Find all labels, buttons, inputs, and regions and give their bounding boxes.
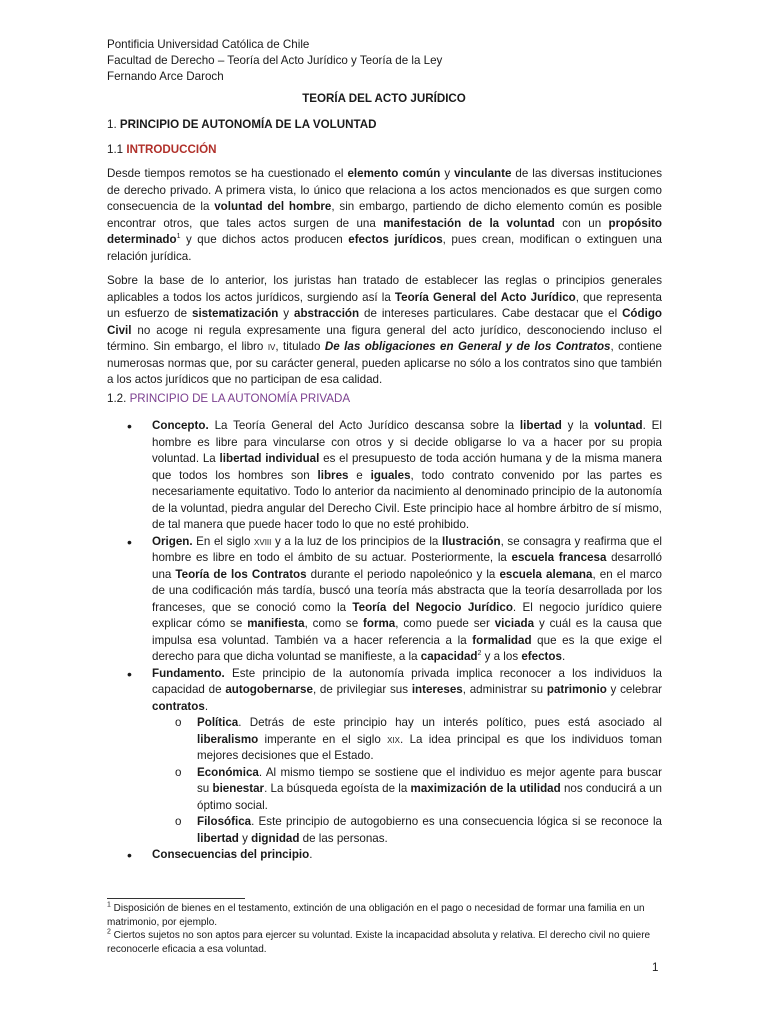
- bold-term: forma: [363, 617, 396, 630]
- text: y celebrar: [606, 683, 663, 696]
- text: , de privilegiar sus: [312, 683, 412, 696]
- sub-item-economica: [107, 765, 662, 815]
- bullet-icon: •: [127, 418, 132, 434]
- text: y a la luz de los principios de la: [271, 534, 442, 548]
- text: de las diversas instituciones de derecho privado. A primera vista, lo único que relaciona a los actos mencionados es que surgen como consecuencia de la: [107, 167, 662, 213]
- text: con un: [554, 216, 609, 230]
- bold-term: capacidad: [420, 650, 478, 663]
- document-title: TEORÍA DEL ACTO JURÍDICO: [302, 92, 466, 105]
- section-1-label: PRINCIPIO DE AUTONOMÍA DE LA VOLUNTAD: [119, 118, 377, 131]
- bold-term: liberalismo: [197, 732, 259, 746]
- header-university: Pontificia Universidad Católica de Chile: [107, 38, 310, 51]
- text: , todo contrato convenido por las partes es necesariamente equitativo. Todo lo anterior da nacimiento al denominado principio de la autonomía de la voluntad, piedra angular del Derecho Civil. Este principio hace al hombre árbitro de sí mismo, de tal manera que puede hacer todo lo que no esté prohibido.: [152, 468, 662, 531]
- section-1-2-label: PRINCIPIO DE LA AUTONOMÍA PRIVADA: [129, 392, 351, 405]
- text: , como puede ser: [395, 617, 495, 630]
- footnote-text: Ciertos sujetos no son aptos para ejercer su voluntad. Existe la incapacidad absoluta y relativa. El derecho civil no quiere reconocerle eficacia a esa voluntad.: [107, 930, 651, 955]
- item-label: Filosófica: [197, 815, 252, 828]
- text: y cuál es la causa que impulsa esa voluntad. También va a hacer referencia a la: [152, 617, 662, 647]
- roman-numeral: xix: [387, 732, 401, 746]
- bold-term: dignidad: [251, 831, 300, 845]
- footnote-number: 2: [107, 928, 111, 936]
- roman-numeral: iv: [267, 340, 276, 353]
- bold-term: libertad individual: [219, 452, 320, 465]
- text: , sin embargo, partiendo de dicho elemento común es posible encontrar otros, que tales actos surgen de una: [107, 200, 663, 230]
- footnote-divider: [107, 898, 245, 899]
- page-number: 1: [652, 961, 659, 974]
- section-1-1-heading: [107, 143, 217, 156]
- bold-term: Código Civil: [107, 307, 662, 337]
- bold-term: voluntad del hombre: [214, 200, 332, 213]
- sub-bullet-icon: o: [175, 815, 182, 828]
- text: . Al mismo tiempo se sostiene que el individuo es mejor agente para buscar su: [197, 765, 662, 795]
- bold-term: Teoría de los Contratos: [175, 567, 307, 581]
- footnote-text: Disposición de bienes en el testamento, extinción de una obligación en el pago o necesidad de formar una familia en un matrimonio, por ejemplo.: [107, 903, 645, 928]
- footnote-ref-1[interactable]: 1: [176, 233, 181, 241]
- section-1-1-label: INTRODUCCIÓN: [126, 143, 217, 156]
- text: imperante en el siglo: [258, 732, 388, 746]
- text: . El negocio jurídico quiere explicar cómo se: [152, 600, 662, 630]
- bold-term: propósito determinado: [107, 216, 662, 246]
- paragraph-introduction-2: [107, 273, 662, 389]
- bold-term: autogobernarse: [225, 683, 313, 696]
- text: . La búsqueda egoísta de la: [264, 782, 411, 795]
- list-item-fundamento: [107, 666, 662, 716]
- bold-term: escuela alemana: [499, 567, 593, 581]
- sub-item-politica: [107, 715, 662, 765]
- bold-term: maximización de la utilidad: [410, 782, 561, 795]
- text: .: [561, 650, 566, 663]
- text: desarrolló una: [152, 551, 662, 581]
- text: nos conducirá a un óptimo social.: [197, 782, 662, 812]
- text: La Teoría General del Acto Jurídico descansa sobre la: [208, 419, 520, 432]
- sub-bullet-icon: o: [175, 716, 182, 729]
- text: no acoge ni regula expresamente una figura general del acto jurídico, desconociendo incluso el término. Sin embargo, el libro: [107, 323, 662, 353]
- text: En el siglo: [192, 534, 255, 548]
- bold-term: viciada: [494, 617, 535, 630]
- document-header: [107, 37, 442, 85]
- bold-term: bienestar: [212, 782, 265, 795]
- section-1-2-number: 1.2.: [107, 392, 127, 405]
- text: , se consagra y reafirma que el hombre es libre en todo el ámbito de su actuar. Posteriormente, la: [152, 534, 662, 564]
- item-label: Económica: [197, 765, 259, 779]
- item-label: Consecuencias del principio: [152, 848, 310, 861]
- roman-numeral: xviii: [254, 534, 272, 548]
- text: y a los: [481, 650, 522, 663]
- item-label: Concepto.: [152, 419, 209, 432]
- text: es el presupuesto de toda acción humana y de la misma manera que todos los hombres son: [152, 452, 662, 482]
- bold-term: manifestación de la voluntad: [383, 216, 555, 230]
- bold-term: Teoría General del Acto Jurídico: [394, 290, 576, 304]
- text: , como se: [304, 617, 364, 630]
- book-title: De las obligaciones en General y de los Contratos: [324, 340, 611, 353]
- list-item-origen: [107, 534, 662, 666]
- footnote-ref-2[interactable]: 2: [477, 650, 482, 658]
- principle-list: [107, 418, 662, 864]
- bold-term: sistematización: [192, 307, 279, 320]
- bold-term: manifiesta: [247, 617, 305, 630]
- text: que es la que exige el derecho para que dicha voluntad se manifieste, a la: [152, 633, 662, 663]
- bullet-icon: •: [127, 665, 132, 682]
- item-label: Política: [197, 716, 239, 729]
- item-label: Origen.: [152, 534, 193, 548]
- text: y: [440, 167, 455, 180]
- text: Sobre la base de lo anterior, los juristas han tratado de establecer las reglas o principios generales aplicables a todos los actos jurídicos, surgiendo así la: [107, 274, 662, 304]
- bold-term: intereses: [411, 683, 463, 696]
- paragraph-introduction-1: [107, 166, 662, 265]
- section-1-1-number: 1.1: [107, 143, 124, 156]
- text: Desde tiempos remotos se ha cuestionado el: [107, 167, 348, 180]
- footnote-2: [107, 929, 662, 956]
- bold-term: contratos: [152, 699, 205, 713]
- section-1-number: 1.: [107, 118, 117, 131]
- bold-term: elemento común: [347, 167, 441, 180]
- section-1-heading: [107, 118, 376, 131]
- bold-term: abstracción: [294, 307, 360, 320]
- bold-term: escuela francesa: [511, 551, 607, 564]
- section-1-2-heading: [107, 392, 350, 405]
- footnote-number: 1: [107, 901, 111, 909]
- bold-term: iguales: [370, 468, 411, 482]
- bold-term: libertad: [197, 831, 239, 845]
- text: Este principio de la autonomía privada implica reconocer a los individuos la capacidad de: [152, 666, 662, 696]
- bullet-icon: •: [127, 847, 132, 863]
- text: . Detrás de este principio hay un interés político, pues está asociado al: [238, 716, 662, 729]
- text: e: [348, 468, 371, 482]
- footnote-1: [107, 902, 662, 929]
- bold-term: voluntad: [594, 419, 643, 432]
- text: , contiene numerosas normas que, por su carácter general, pueden aplicarse no sólo a los contratos sino que también a los actos jurídicos que no participan de esa calidad.: [107, 340, 662, 386]
- text: , pues crean, modifican o extinguen una relación jurídica.: [107, 233, 662, 263]
- list-item-concepto: [107, 418, 662, 534]
- bold-term: patrimonio: [546, 683, 607, 696]
- bold-term: efectos: [521, 650, 562, 663]
- text: de intereses particulares. Cabe destacar que el: [359, 307, 623, 320]
- header-course: Facultad de Derecho – Teoría del Acto Jurídico y Teoría de la Ley: [107, 54, 443, 67]
- bold-term: Teoría del Negocio Jurídico: [352, 600, 513, 614]
- text: y que dichos actos producen: [180, 233, 349, 246]
- text: durante el periodo napoleónico y la: [306, 567, 500, 581]
- bold-term: libertad: [519, 419, 562, 432]
- list-item-consecuencias: [107, 847, 662, 864]
- text: de las personas.: [299, 831, 388, 845]
- text: y: [238, 831, 252, 845]
- item-label: Fundamento.: [152, 666, 225, 680]
- text: . El hombre es libre para vincularse con otros y si decide obligarse lo va a hacer por su propia voluntad. La: [152, 419, 662, 465]
- bold-term: libres: [317, 468, 349, 482]
- bold-term: Ilustración: [441, 534, 501, 548]
- text: . Este principio de autogobierno es una consecuencia lógica si se reconoce la: [251, 815, 662, 828]
- sub-item-filosofica: [107, 814, 662, 847]
- bold-term: formalidad: [472, 633, 532, 647]
- text: y: [278, 307, 294, 320]
- text: . La idea principal es que los individuos toman mejores decisiones que el Estado.: [197, 732, 662, 762]
- text: , que representa un esfuerzo de: [107, 290, 662, 320]
- header-author: Fernando Arce Daroch: [107, 70, 224, 83]
- text: .: [309, 848, 313, 861]
- text: y la: [561, 419, 595, 432]
- text: , en el marco de una codificación más tardía, buscó una teoría más abstracta que la teoría desarrollada por los franceses, que se conoció como la: [152, 567, 663, 614]
- bullet-icon: •: [127, 533, 132, 550]
- text: .: [204, 699, 209, 713]
- text: , titulado: [275, 340, 325, 353]
- bold-term: vinculante: [454, 167, 512, 180]
- bold-term: efectos jurídicos: [348, 233, 443, 246]
- text: , administrar su: [462, 683, 547, 696]
- sub-bullet-icon: o: [175, 765, 182, 779]
